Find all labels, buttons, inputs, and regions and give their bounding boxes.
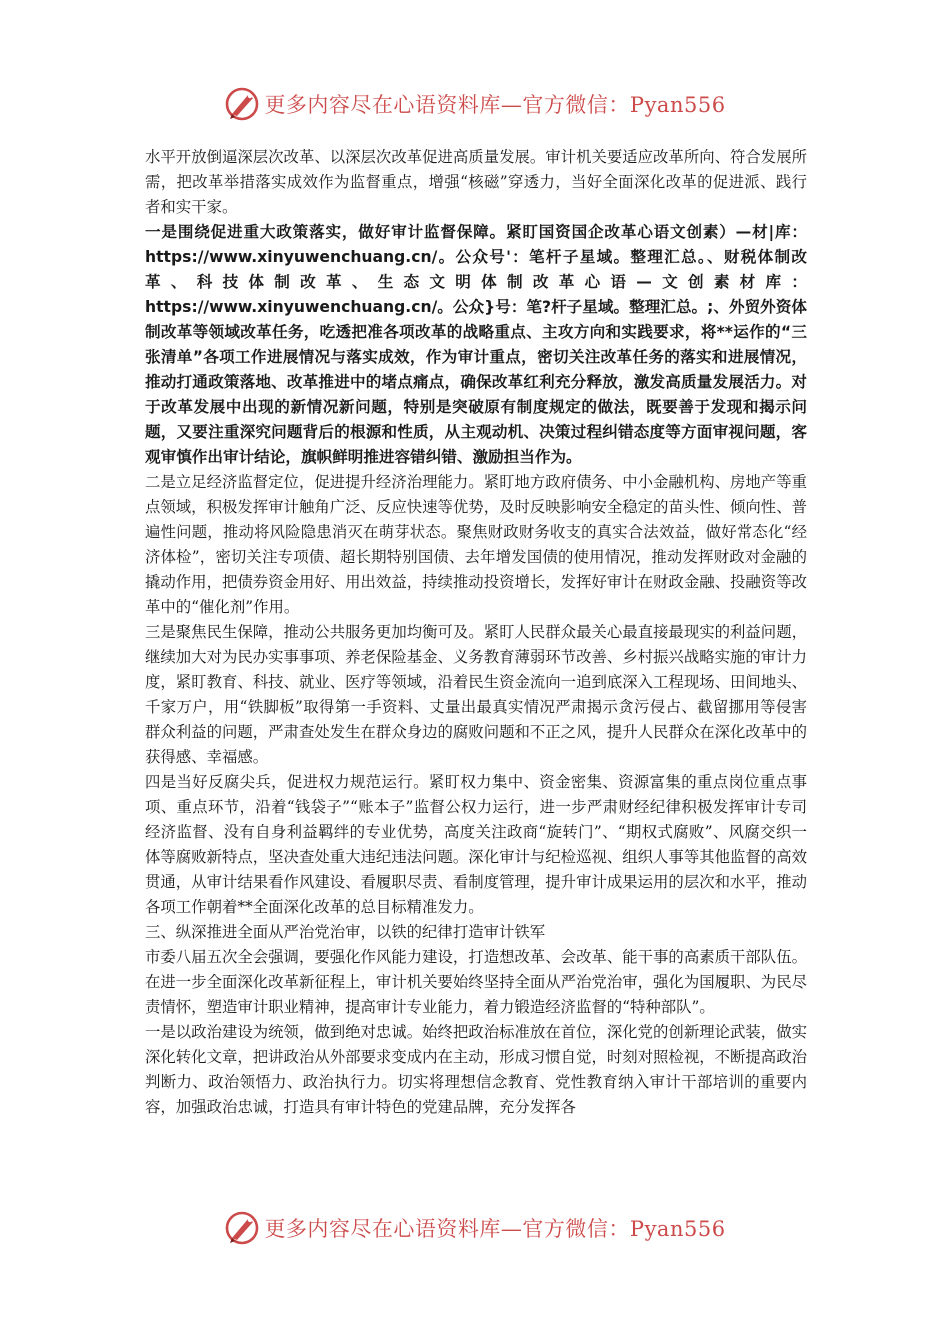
footer-banner bbox=[0, 1206, 950, 1250]
pen-logo-icon bbox=[224, 1210, 260, 1246]
footer-banner-text: 更多内容尽在心语资料库—官方微信：Pyan556 bbox=[264, 1217, 726, 1241]
header-banner bbox=[0, 82, 950, 126]
document-body bbox=[145, 145, 807, 1120]
paragraph-point-three: 三是聚焦民生保障，推动公共服务更加均衡可及。紧盯人民群众最关心最直接最现实的利益问题，继续加大对为民办实事事项、养老保险基金、义务教育薄弱环节改善、乡村振兴战略实施的审计力度，紧盯教育、科技、就业、医疗等领域，沿着民生资金流向一追到底深入工程现场、田间地头、千家万户，用“铁脚板”取得第一手资料、丈量出最真实情况严肃揭示贪污侵占、截留挪用等侵害群众利益的问题，严肃查处发生在群众身边的腐败问题和不正之风，提升人民群众在深化改革中的获得感、幸福感。 bbox=[145, 623, 807, 766]
section-heading-three: 三、纵深推进全面从严治党治审，以铁的纪律打造审计铁军 bbox=[145, 923, 546, 941]
pen-logo-icon bbox=[224, 86, 260, 122]
header-banner-text: 更多内容尽在心语资料库—官方微信：Pyan556 bbox=[264, 93, 726, 117]
paragraph-section-intro: 市委八届五次全会强调，要强化作风能力建设，打造想改革、会改革、能干事的高素质干部队伍。在进一步全面深化改革新征程上，审计机关要始终坚持全面从严治党治审，强化为国履职、为民尽责情怀，塑造审计职业精神，提高审计专业能力，着力锻造经济监督的“特种部队”。 bbox=[145, 948, 807, 1016]
paragraph-point-four: 四是当好反腐尖兵，促进权力规范运行。紧盯权力集中、资金密集、资源富集的重点岗位重点事项、重点环节，沿着“钱袋子”“账本子”监督公权力运行，进一步严肃财经纪律积极发挥审计专司经济监督、没有自身利益羁绊的专业优势，高度关注政商“旋转门”、“期权式腐败”、风腐交织一体等腐败新特点，坚决查处重大违纪违法问题。深化审计与纪检巡视、组织人事等其他监督的高效贯通，从审计结果看作风建设、看履职尽责、看制度管理，提升审计成果运用的层次和水平，推动各项工作朝着**全面深化改革的总目标精准发力。 bbox=[145, 773, 807, 916]
paragraph-political-loyalty: 一是以政治建设为统领，做到绝对忠诚。始终把政治标准放在首位，深化党的创新理论武装，做实深化转化文章，把讲政治从外部要求变成内在主动，形成习惯自觉，时刻对照检视，不断提高政治判断力、政治领悟力、政治执行力。切实将理想信念教育、党性教育纳入审计干部培训的重要内容，加强政治忠诚，打造具有审计特色的党建品牌，充分发挥各 bbox=[145, 1023, 807, 1116]
paragraph-intro: 水平开放倒逼深层次改革、以深层次改革促进高质量发展。审计机关要适应改革所向、符合发展所需，把改革举措落实成效作为监督重点，增强“核磁”穿透力，当好全面深化改革的促进派、践行者和实干家。 bbox=[145, 148, 807, 216]
paragraph-point-one: 一是围绕促进重大政策落实，做好审计监督保障。紧盯国资国企改革心语文创素）—材|库：https://www.xinyuwenchuang.cn/。公众号'：笔杆子星域。整理汇总。、财税体制改革、科技体制改革、生态文明体制改革心语—文创素材库：https://www.xinyuwenchuang.cn/。公众}号：笔?杆子星域。整理汇总。;、外贸外资体制改革等领域改革任务，吃透把准各项改革的战略重点、主攻方向和实践要求，将**运作的“三张清单”各项工作进展情况与落实成效，作为审计重点，密切关注改革任务的落实和进展情况，推动打通政策落地、改革推进中的堵点痛点，确保改革红利充分释放，激发高质量发展活力。对于改革发展中出现的新情况新问题，特别是突破原有制度规定的做法，既要善于发现和揭示问题，又要注重深究问题背后的根源和性质，从主观动机、决策过程纠错态度等方面审视问题，客观审慎作出审计结论，旗帜鲜明推进容错纠错、激励担当作为。 bbox=[145, 223, 807, 466]
paragraph-point-two: 二是立足经济监督定位，促进提升经济治理能力。紧盯地方政府债务、中小金融机构、房地产等重点领域，积极发挥审计触角广泛、反应快速等优势，及时反映影响安全稳定的苗头性、倾向性、普遍性问题，推动将风险隐患消灭在萌芽状态。聚焦财政财务收支的真实合法效益，做好常态化“经济体检”，密切关注专项债、超长期特别国债、去年增发国债的使用情况，推动发挥财政对金融的撬动作用，把债券资金用好、用出效益，持续推动投资增长，发挥好审计在财政金融、投融资等改革中的“催化剂”作用。 bbox=[145, 473, 807, 616]
